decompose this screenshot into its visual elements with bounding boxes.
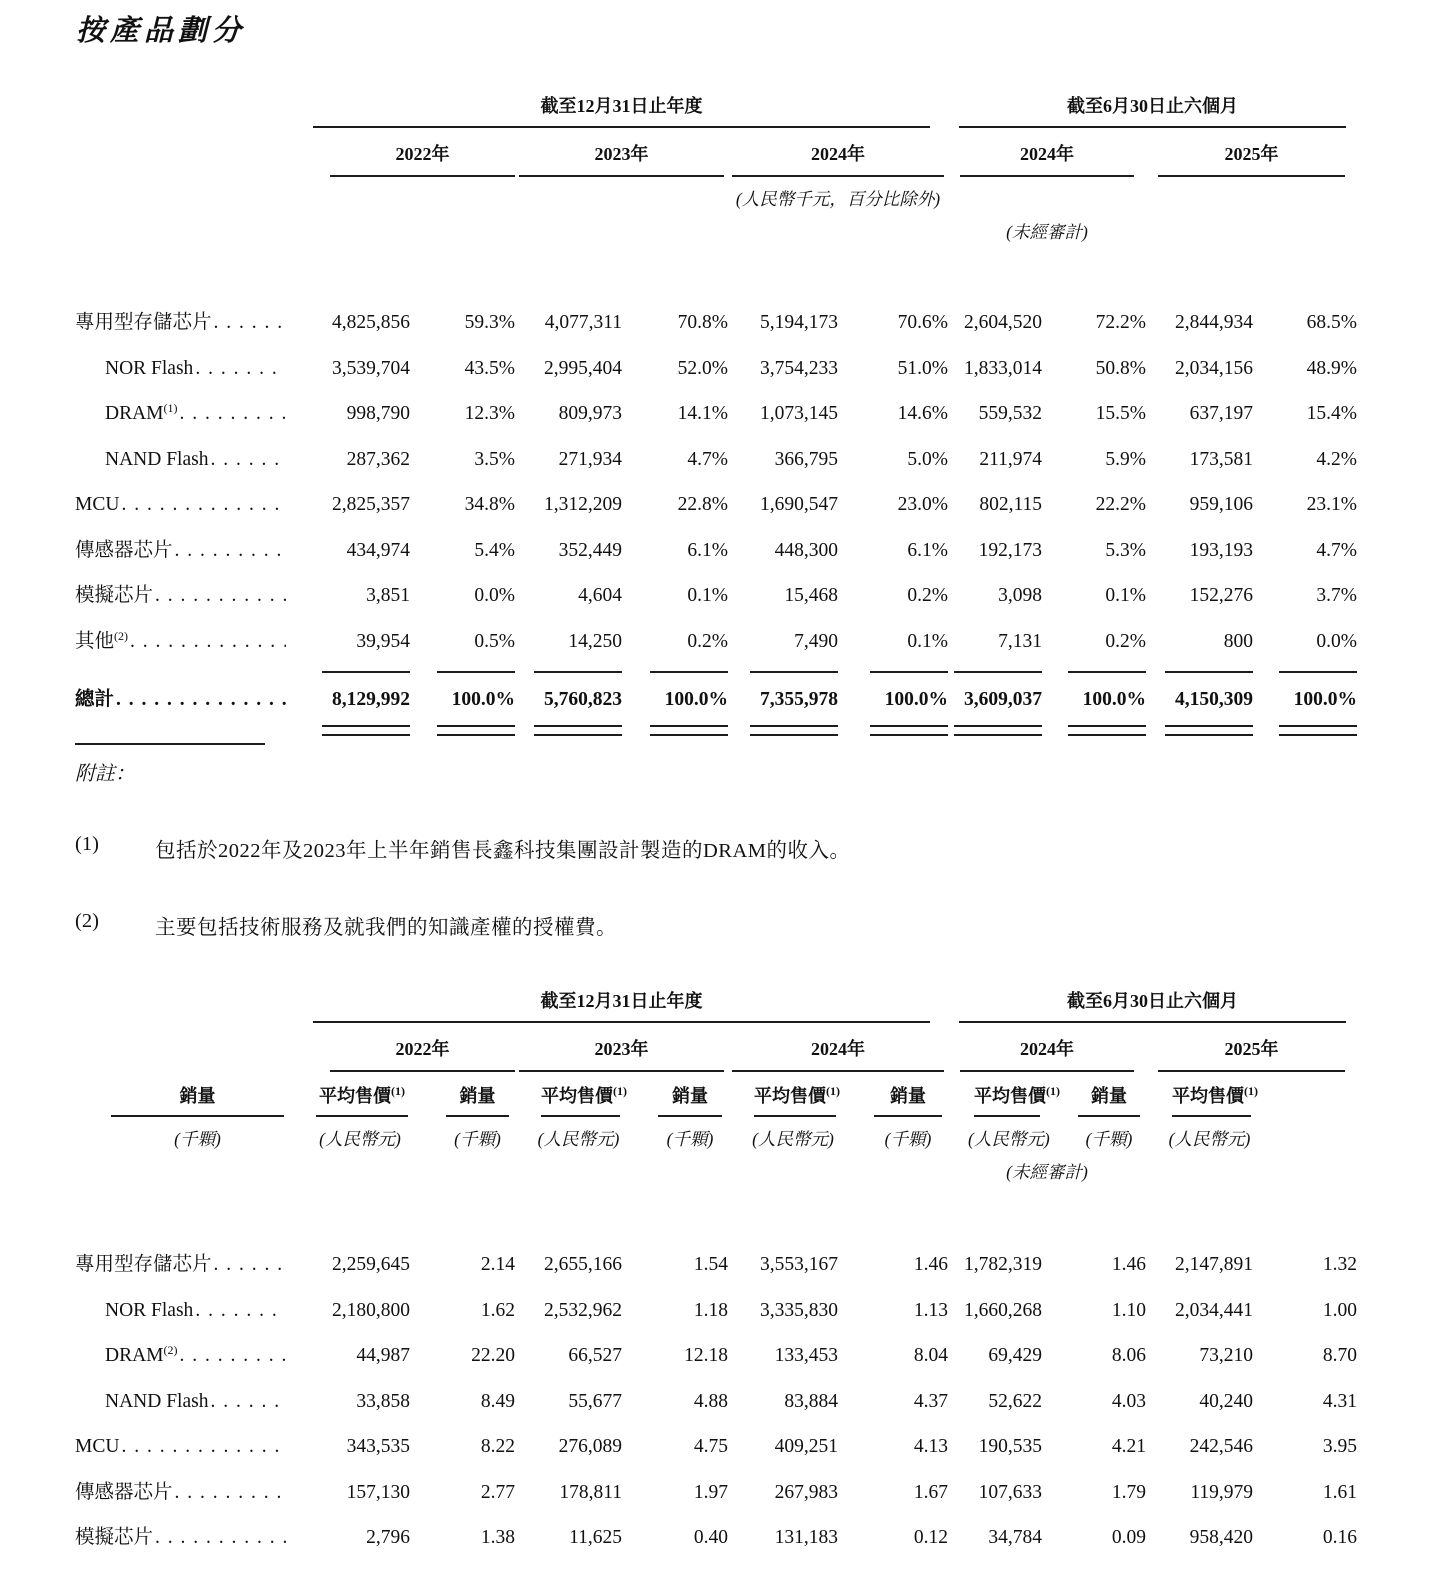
cell-revenue: 271,934 (558, 448, 622, 470)
cell-percent: 68.5% (1306, 312, 1357, 333)
cell-asp: 1.61 (1322, 1481, 1357, 1503)
cell-percent: 22.8% (677, 494, 728, 515)
total-cell: 3,609,037 (964, 689, 1042, 710)
cell-revenue: 802,115 (979, 494, 1042, 515)
cell-percent: 3.5% (474, 448, 515, 470)
cell-asp: 8.06 (1111, 1345, 1146, 1366)
cell-volume: 343,535 (346, 1436, 410, 1457)
volume-unit-label: (千顆) (454, 1129, 501, 1149)
cell-revenue: 4,077,311 (544, 312, 622, 333)
cell-revenue: 5,194,173 (760, 312, 838, 333)
spacer (75, 244, 1357, 300)
cell-revenue: 4,604 (578, 585, 622, 606)
total-cell: 100.0% (664, 689, 728, 710)
cell-volume: 83,884 (784, 1390, 838, 1412)
cell-percent: 48.9% (1306, 357, 1357, 379)
table1-body (75, 300, 1357, 664)
table-row (75, 619, 1357, 665)
footnotes-section (75, 743, 1395, 940)
period-header-annual: 截至12月31日止年度 (313, 983, 930, 1023)
volume-column-header: 銷量 (658, 1072, 722, 1117)
total-cell: 8,129,992 (332, 689, 410, 710)
cell-volume: 190,535 (978, 1436, 1042, 1457)
table-row (75, 1379, 1357, 1425)
cell-volume: 119,979 (1190, 1481, 1253, 1503)
row-label: NAND Flash . . . (75, 437, 290, 483)
asp-column-header: 平均售價$^{(1)}$ (974, 1072, 1040, 1117)
cell-volume: 1,782,319 (964, 1254, 1042, 1275)
cell-percent: 22.2% (1095, 494, 1146, 515)
cell-volume: 33,858 (356, 1390, 410, 1412)
year-header-2025-interim: 2025年 (1158, 1023, 1345, 1072)
cell-revenue: 152,276 (1189, 585, 1253, 606)
table-row (75, 346, 1357, 392)
row-label: DRAM $^{(2)}$ . . . (75, 1333, 290, 1379)
period-header-interim: 截至6月30日止六個月 (959, 88, 1346, 128)
cell-asp: 0.40 (693, 1527, 728, 1548)
cell-revenue: 637,197 (1189, 403, 1253, 424)
table1-unaudited-row (75, 211, 1357, 244)
total-top-rule-row (75, 664, 1357, 678)
cell-asp: 2.77 (480, 1481, 515, 1503)
row-label: MCU . . . (75, 1424, 290, 1470)
cell-volume: 409,251 (774, 1436, 838, 1457)
cell-percent: 4.2% (1316, 448, 1357, 470)
cell-volume: 157,130 (346, 1481, 410, 1503)
year-header-2025-interim: 2025年 (1158, 128, 1345, 177)
cell-percent: 5.3% (1105, 539, 1146, 561)
asp-column-header: 平均售價$^{(1)}$ (754, 1072, 836, 1117)
cell-asp: 1.67 (913, 1481, 948, 1503)
row-label: 專用型存儲芯片 . . . (75, 1242, 290, 1288)
asp-column-header: 平均售價$^{(1)}$ (1172, 1072, 1251, 1117)
cell-percent: 3.7% (1316, 585, 1357, 606)
table1-period-header-row (75, 88, 1357, 128)
cell-volume: 2,259,645 (332, 1254, 410, 1275)
cell-percent: 51.0% (897, 357, 948, 379)
cell-revenue: 1,690,547 (760, 494, 838, 515)
table-row (75, 1470, 1357, 1516)
cell-percent: 23.0% (897, 494, 948, 515)
cell-percent: 4.7% (687, 448, 728, 470)
cell-asp: 1.13 (913, 1299, 948, 1321)
volume-unit-label: (千顆) (1085, 1129, 1133, 1149)
total-cell: 5,760,823 (544, 689, 622, 710)
cell-revenue: 287,362 (346, 448, 410, 470)
asp-unit-label: (人民幣元) (537, 1129, 620, 1149)
cell-revenue: 2,844,934 (1175, 312, 1253, 333)
cell-asp: 1.46 (1111, 1254, 1146, 1275)
cell-percent: 0.0% (1316, 630, 1357, 652)
currency-unit-note: (人民幣千元，百分比除外) (735, 189, 941, 209)
cell-asp: 1.46 (913, 1254, 948, 1275)
cell-revenue: 211,974 (979, 448, 1042, 470)
asp-unit-label: (人民幣元) (752, 1129, 834, 1149)
cell-asp: 4.75 (693, 1436, 728, 1457)
asp-column-header: 平均售價$^{(1)}$ (541, 1072, 620, 1117)
total-cell: 100.0% (1082, 689, 1146, 710)
revenue-by-product-table (75, 88, 1357, 740)
cell-volume: 55,677 (568, 1390, 622, 1412)
cell-revenue: 998,790 (346, 403, 410, 424)
cell-revenue: 39,954 (356, 630, 410, 652)
cell-percent: 43.5% (464, 357, 515, 379)
cell-percent: 0.2% (907, 585, 948, 606)
cell-asp: 4.13 (913, 1436, 948, 1457)
table-row (75, 391, 1357, 437)
footnotes-heading: 附註： (75, 763, 135, 785)
page-title: 按產品劃分 (76, 15, 247, 47)
row-label: NAND Flash . . . (75, 1379, 290, 1425)
total-cell: 100.0% (451, 689, 515, 710)
cell-percent: 0.2% (687, 630, 728, 652)
table2-body (75, 1242, 1357, 1561)
period-header-annual: 截至12月31日止年度 (313, 88, 930, 128)
cell-volume: 2,147,891 (1175, 1254, 1253, 1275)
cell-percent: 70.6% (897, 312, 948, 333)
cell-percent: 6.1% (907, 539, 948, 561)
footnote-number: (2) (75, 910, 99, 932)
cell-revenue: 2,034,156 (1175, 357, 1253, 379)
table2-year-header-row (75, 1023, 1357, 1072)
cell-asp: 4.21 (1111, 1436, 1146, 1457)
cell-volume: 276,089 (558, 1436, 622, 1457)
cell-revenue: 809,973 (558, 403, 622, 424)
footnote-number: (1) (75, 833, 99, 855)
cell-volume: 2,532,962 (544, 1299, 622, 1321)
year-header-2023: 2023年 (519, 128, 724, 177)
year-header-2024: 2024年 (732, 1023, 944, 1072)
cell-asp: 8.70 (1322, 1345, 1357, 1366)
volume-column-header: 銷量 (874, 1072, 942, 1117)
cell-asp: 0.12 (913, 1527, 948, 1548)
cell-revenue: 3,754,233 (760, 357, 838, 379)
cell-percent: 0.5% (474, 630, 515, 652)
cell-revenue: 3,098 (998, 585, 1042, 606)
cell-volume: 40,240 (1199, 1390, 1253, 1412)
table-row (75, 300, 1357, 346)
cell-volume: 1,660,268 (964, 1299, 1042, 1321)
row-label: MCU . . . (75, 482, 290, 528)
cell-asp: 3.95 (1322, 1436, 1357, 1457)
cell-revenue: 352,449 (558, 539, 622, 561)
row-label: 專用型存儲芯片 . . . (75, 300, 290, 346)
cell-asp: 22.20 (471, 1345, 515, 1366)
cell-asp: 4.88 (693, 1390, 728, 1412)
volume-unit-label: (千顆) (666, 1129, 714, 1149)
cell-revenue: 2,604,520 (964, 312, 1042, 333)
volume-column-header: 銷量 (1078, 1072, 1140, 1117)
cell-volume: 2,655,166 (544, 1254, 622, 1275)
row-label: 模擬芯片 . . . (75, 1515, 290, 1561)
cell-revenue: 7,490 (794, 630, 838, 652)
cell-revenue: 1,312,209 (544, 494, 622, 515)
cell-asp: 0.09 (1111, 1527, 1146, 1548)
cell-volume: 11,625 (569, 1527, 622, 1548)
cell-percent: 15.5% (1095, 403, 1146, 424)
year-header-2024-interim: 2024年 (960, 128, 1134, 177)
table-row (75, 1515, 1357, 1561)
footnote-item (75, 833, 1395, 863)
cell-asp: 8.49 (480, 1390, 515, 1412)
cell-asp: 1.62 (480, 1299, 515, 1321)
cell-volume: 178,811 (559, 1481, 622, 1503)
cell-revenue: 14,250 (568, 630, 622, 652)
cell-asp: 1.79 (1111, 1481, 1146, 1503)
cell-asp: 1.54 (693, 1254, 728, 1275)
cell-asp: 12.18 (684, 1345, 728, 1366)
volume-unit-label: (千顆) (174, 1129, 221, 1149)
cell-asp: 1.38 (480, 1527, 515, 1548)
table1-unit-note-row (75, 177, 1357, 211)
total-cell: 100.0% (1293, 689, 1357, 710)
cell-asp: 8.04 (913, 1345, 948, 1366)
asp-unit-label: (人民幣元) (968, 1129, 1050, 1149)
total-double-rule-row (75, 722, 1357, 740)
volume-unit-label: (千顆) (884, 1129, 932, 1149)
cell-percent: 50.8% (1095, 357, 1146, 379)
cell-volume: 69,429 (988, 1345, 1042, 1366)
year-header-2022: 2022年 (330, 1023, 515, 1072)
table-row (75, 482, 1357, 528)
cell-percent: 0.0% (474, 585, 515, 606)
volume-column-header: 銷量 (446, 1072, 509, 1117)
cell-percent: 5.4% (474, 539, 515, 561)
cell-revenue: 7,131 (998, 630, 1042, 652)
cell-percent: 72.2% (1095, 312, 1146, 333)
table2-period-header-row (75, 983, 1357, 1023)
cell-percent: 0.1% (1105, 585, 1146, 606)
cell-percent: 59.3% (464, 312, 515, 333)
cell-volume: 2,180,800 (332, 1299, 410, 1321)
cell-percent: 23.1% (1306, 494, 1357, 515)
table-row (75, 573, 1357, 619)
cell-asp: 4.31 (1322, 1390, 1357, 1412)
year-header-2023: 2023年 (519, 1023, 724, 1072)
cell-percent: 12.3% (464, 403, 515, 424)
cell-revenue: 2,995,404 (544, 357, 622, 379)
cell-volume: 2,796 (366, 1527, 410, 1548)
cell-asp: 2.14 (480, 1254, 515, 1275)
cell-percent: 34.8% (464, 494, 515, 515)
period-header-interim: 截至6月30日止六個月 (959, 983, 1346, 1023)
cell-percent: 70.8% (677, 312, 728, 333)
cell-volume: 3,335,830 (760, 1299, 838, 1321)
footnote-text: 主要包括技術服務及就我們的知識產權的授權費。 (155, 917, 617, 939)
cell-revenue: 800 (1223, 630, 1253, 652)
cell-percent: 6.1% (687, 539, 728, 561)
footnote-text: 包括於2022年及2023年上半年銷售長鑫科技集團設計製造的DRAM的收入。 (155, 840, 851, 862)
asp-unit-label: (人民幣元) (1168, 1129, 1251, 1149)
year-header-2024-interim: 2024年 (960, 1023, 1134, 1072)
cell-revenue: 1,833,014 (964, 357, 1042, 379)
cell-revenue: 3,851 (366, 585, 410, 606)
cell-percent: 5.9% (1105, 448, 1146, 470)
cell-volume: 3,553,167 (760, 1254, 838, 1275)
row-label: NOR Flash . . . (75, 346, 290, 392)
row-label: DRAM $^{(1)}$ . . . (75, 391, 290, 437)
cell-volume: 267,983 (774, 1481, 838, 1503)
cell-volume: 2,034,441 (1175, 1299, 1253, 1321)
cell-revenue: 173,581 (1189, 448, 1253, 470)
year-header-2024: 2024年 (732, 128, 944, 177)
cell-revenue: 4,825,856 (332, 312, 410, 333)
total-cell: 100.0% (884, 689, 948, 710)
cell-percent: 0.2% (1105, 630, 1146, 652)
footnote-separator-rule (75, 743, 265, 745)
table1-total-row (75, 678, 1357, 722)
cell-revenue: 193,193 (1189, 539, 1253, 561)
cell-percent: 0.1% (907, 630, 948, 652)
cell-percent: 0.1% (687, 585, 728, 606)
row-label: 其他 $^{(2)}$ . . . (75, 619, 290, 665)
cell-volume: 52,622 (988, 1390, 1042, 1412)
table2-unaudited-row (75, 1151, 1357, 1184)
cell-asp: 4.03 (1111, 1390, 1146, 1412)
cell-revenue: 959,106 (1189, 494, 1253, 515)
table2-units-row (75, 1117, 1357, 1151)
unaudited-note: (未經審計) (1006, 222, 1088, 242)
cell-volume: 44,987 (356, 1345, 410, 1366)
total-row-label: 總計 . . . (75, 678, 290, 722)
cell-volume: 958,420 (1189, 1527, 1253, 1548)
cell-revenue: 15,468 (784, 585, 838, 606)
cell-revenue: 3,539,704 (332, 357, 410, 379)
cell-asp: 1.10 (1111, 1299, 1146, 1321)
cell-volume: 66,527 (568, 1345, 622, 1366)
row-label: 傳感器芯片 . . . (75, 1470, 290, 1516)
asp-column-header: 平均售價$^{(1)}$ (316, 1072, 408, 1117)
cell-revenue: 1,073,145 (760, 403, 838, 424)
row-label: 模擬芯片 . . . (75, 573, 290, 619)
table2-subheader-row (75, 1072, 1357, 1117)
footnote-item (75, 910, 1395, 940)
total-cell: 7,355,978 (760, 689, 838, 710)
table1-year-header-row (75, 128, 1357, 177)
cell-revenue: 448,300 (774, 539, 838, 561)
cell-asp: 4.37 (913, 1390, 948, 1412)
cell-revenue: 559,532 (978, 403, 1042, 424)
table-row (75, 437, 1357, 483)
asp-unit-label: (人民幣元) (319, 1129, 401, 1149)
total-cell: 4,150,309 (1175, 689, 1253, 710)
cell-asp: 1.00 (1322, 1299, 1357, 1321)
table-row (75, 1242, 1357, 1288)
cell-percent: 5.0% (907, 448, 948, 470)
cell-revenue: 434,974 (346, 539, 410, 561)
cell-revenue: 2,825,357 (332, 494, 410, 515)
cell-asp: 1.32 (1322, 1254, 1357, 1275)
cell-percent: 14.6% (897, 403, 948, 424)
year-header-2022: 2022年 (330, 128, 515, 177)
cell-asp: 1.97 (693, 1481, 728, 1503)
cell-percent: 4.7% (1316, 539, 1357, 561)
table-row (75, 1424, 1357, 1470)
unaudited-note: (未經審計) (1006, 1162, 1088, 1182)
cell-asp: 8.22 (480, 1436, 515, 1457)
cell-volume: 107,633 (978, 1481, 1042, 1503)
cell-asp: 1.18 (693, 1299, 728, 1321)
table-row (75, 1288, 1357, 1334)
cell-volume: 242,546 (1189, 1436, 1253, 1457)
cell-asp: 0.16 (1322, 1527, 1357, 1548)
row-label: 傳感器芯片 . . . (75, 528, 290, 574)
cell-volume: 73,210 (1199, 1345, 1253, 1366)
cell-revenue: 192,173 (978, 539, 1042, 561)
cell-volume: 133,453 (774, 1345, 838, 1366)
cell-volume: 131,183 (774, 1527, 838, 1548)
spacer (75, 1184, 1357, 1242)
table-row (75, 1333, 1357, 1379)
table-row (75, 528, 1357, 574)
cell-revenue: 366,795 (774, 448, 838, 470)
cell-volume: 34,784 (988, 1527, 1042, 1548)
volume-column-header: 銷量 (111, 1072, 284, 1117)
volume-asp-by-product-table (75, 983, 1357, 1561)
row-label: NOR Flash . . . (75, 1288, 290, 1334)
cell-percent: 52.0% (677, 357, 728, 379)
cell-percent: 15.4% (1306, 403, 1357, 424)
cell-percent: 14.1% (677, 403, 728, 424)
